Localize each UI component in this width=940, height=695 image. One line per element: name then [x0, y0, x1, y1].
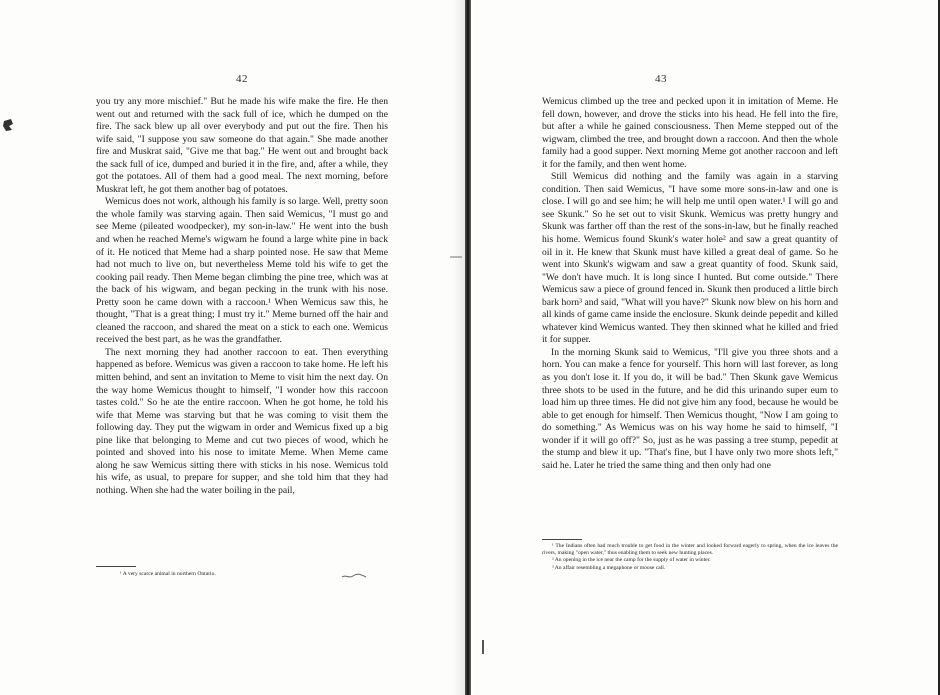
right-page-body [542, 96, 838, 472]
paragraph: Still Wemicus did nothing and the family was again in a starving condition. Then said Wemicus, "I have some more sons-in-law and one is close. I will go and see him; he will help me until open water.¹ I will go and see Skunk." So he set out to visit Skunk. Wemicus was pretty hungry and Skunk was farther off than the rest of the sons-in-law, but he finally reached his home. Wemicus found Skunk's water hole² and saw a great quantity of oil in it. He knew that Skunk must have killed a great deal of game. So he went into Skunk's wigwam and saw a great quantity of food. Skunk said, "We don't have much. It is long since I hunted. But come outside." There Wemicus saw a piece of ground fenced in. Skunk then produced a little birch bark horn³ and said, "What will you have?" Skunk now blew on his horn and all kinds of game came inside the enclosure. Skunk deinde pepedit and killed whatever kind Wemicus wanted. They then skinned what he killed and fried it for supper. [542, 171, 838, 346]
footnote: ² An opening in the ice near the camp for the supply of water in winter. [552, 557, 711, 564]
footnote-divider [542, 539, 582, 540]
right-footnotes [542, 543, 838, 572]
footnote-divider [96, 566, 136, 567]
right-page [474, 0, 940, 695]
paragraph: Wemicus climbed up the tree and pecked upon it in imitation of Meme. He fell down, however, and drove the sticks into his head. He fell into the fire, but after a while he gained consciousness. Then Meme stepped out of the wigwam, climbed the tree, and brought down a raccoon. And then the whole family had a good supper. Next morning Meme got another raccoon and left it for the family, and then went home. [542, 96, 838, 170]
footnote: ³ An affair resembling a megaphone or moose call. [552, 564, 666, 571]
book-gutter [465, 0, 471, 695]
paragraph: you try any more mischief." But he made his wife make the fire. He then went out and returned with the sack full of ice, which he dumped on the fire. The sack blew up all over everybody and put out the fire. Then his wife said, "I suppose you saw someone do that again." She made another fire and Muskrat said, "Give me that bag." He went out and brought back the sack full of ice, dumped and buried it in the fire, and, after a while, they got the potatoes. All of them had a good meal. The next morning, before Muskrat left, he got them another bag of potatoes. [96, 96, 388, 195]
left-page [0, 0, 466, 695]
scan-artifact [482, 640, 484, 654]
gutter-shadow [452, 0, 466, 695]
left-footnotes [110, 571, 380, 579]
footnote: ¹ The Indians often had much trouble to get food in the winter and looked forward eagerly to spring, when the ice leaves the rivers, making "open water," thus enabling them to seek new hunting places. [542, 543, 838, 556]
binding-smudge-icon [2, 118, 14, 132]
left-page-body [96, 96, 388, 498]
pencil-scribble-icon [341, 572, 367, 580]
paragraph: Wemicus does not work, although his family is so large. Well, pretty soon the whole family was starving again. Then said Wemicus, "I must go and see Meme (pileated woodpecker), my son-in-law." He went into the bush and when he reached Meme's wigwam he found a large white pine in back of it. He noticed that Meme had a sharp pointed nose. He saw that Meme had not much to live on, but nevertheless Meme told his wife to get the cooking pail ready. Then Meme began climbing the pine tree, which was at the back of his wigwam, and began pecking in the trunk with his nose. Pretty soon he came down with a raccoon.¹ When Wemicus saw this, he thought, "That is a great thing; I must try it." Meme burned off the hair and cleaned the raccoon, and shared the meat on a stick to each one. Wemicus received the best part, as he was the grandfather. [96, 196, 388, 346]
footnote: ¹ A very scarce animal in northern Ontario. [120, 571, 216, 577]
page-number-left: 42 [236, 73, 248, 85]
page-number-right: 43 [655, 73, 667, 85]
paragraph: In the morning Skunk said to Wemicus, "I'll give you three shots and a horn. You can make a fence for yourself. This horn will last forever, as long as you don't lose it. If you do, it will be bad." Then Skunk gave Wemicus three shots to be used in the future, and he did this urinando super eum to load him up three times. He did not give him any food, because he would be able to get enough for himself. Then Wemicus thought, "Now I am going to do something." As Wemicus was on his way home he said to himself, "I wonder if it will go off?" So, just as he was passing a tree stump, pepedit at the stump and blew it up. "That's fine, but I have only two more shots left," said he. Later he tried the same thing and then only had one [542, 346, 838, 471]
paragraph: The next morning they had another raccoon to eat. Then everything happened as before. Wemicus was given a raccoon to take home. He left his mitten behind, and sent an invitation to Meme to visit him the next day. On the way home Wemicus thought to himself, "I wonder how this raccoon tastes cold." So he ate the entire raccoon. When he got home, he told his wife that Meme was starving but that he was coming to visit them the following day. They put the wigwam in order and Wemicus fixed up a big pine like that belonging to Meme and cut two pieces of wood, which he pointed and shoved into his nose to imitate Meme. When Meme came along he saw Wemicus sitting there with sticks in his nose. Wemicus told his wife, as usual, to prepare for supper, and she told him that they had nothing. When she had the water boiling in the pail, [96, 346, 388, 496]
